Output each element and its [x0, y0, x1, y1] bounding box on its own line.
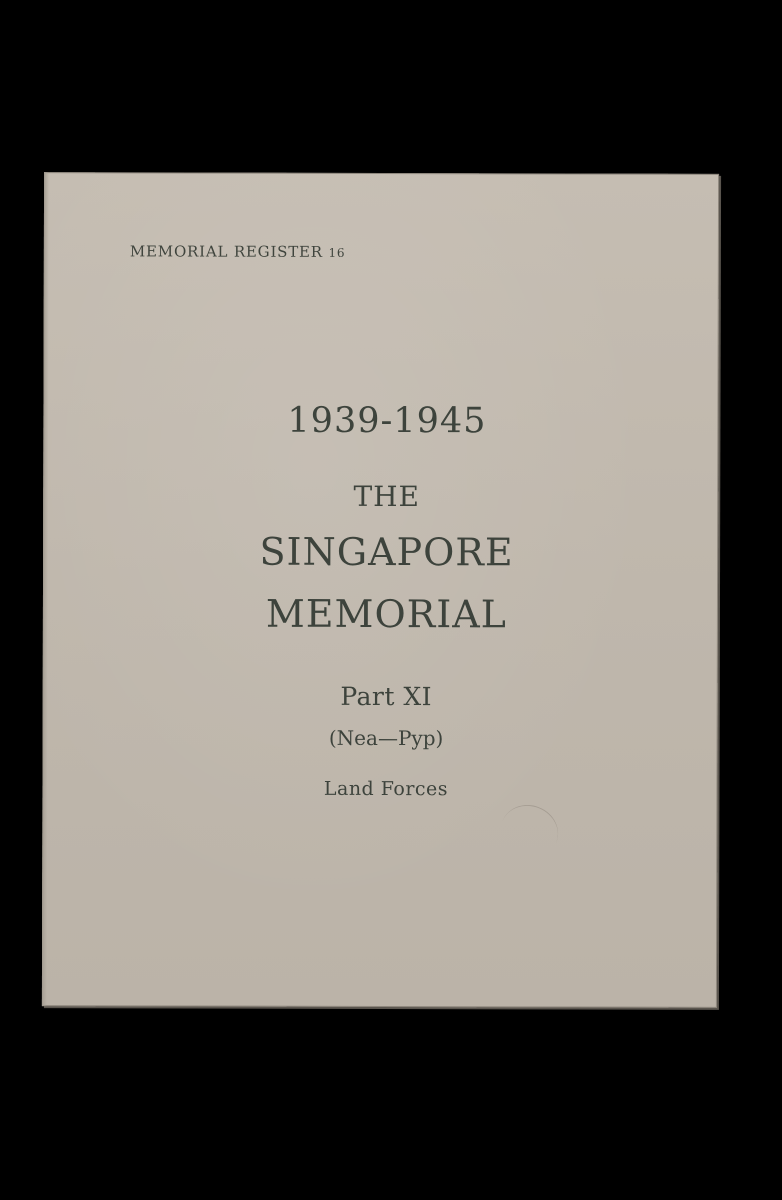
land-forces-subtitle: Land Forces — [323, 777, 449, 801]
title-singapore: SINGAPORE — [259, 529, 514, 575]
register-number: 16 — [328, 245, 346, 260]
memorial-register-label — [130, 242, 346, 261]
register-label-text: MEMORIAL REGISTER — [129, 242, 323, 261]
years-heading: 1939-1945 — [287, 400, 487, 442]
title-memorial: MEMORIAL — [265, 591, 507, 637]
title-the: THE — [353, 479, 421, 514]
booklet-cover — [42, 172, 719, 1008]
part-number: Part XI — [340, 681, 433, 712]
name-range: (Nea—Pyp) — [328, 725, 444, 751]
